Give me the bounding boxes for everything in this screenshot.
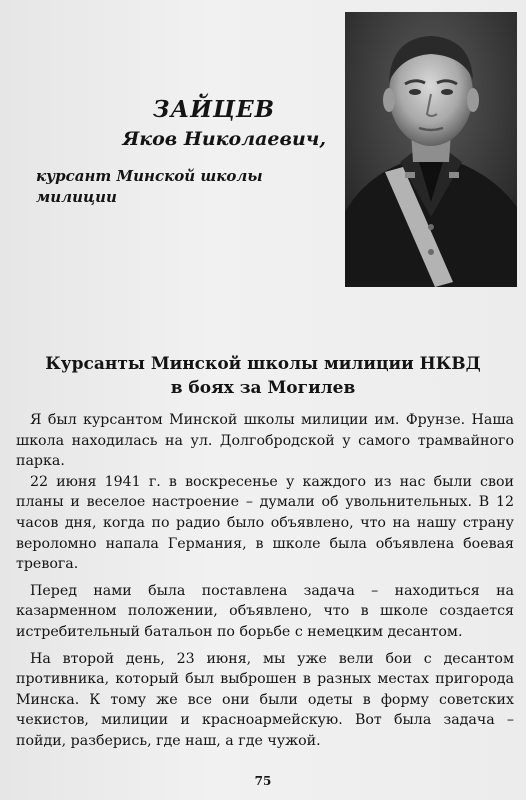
person-given-name: Яков Николаевич, xyxy=(122,128,326,150)
paragraph-2: 22 июня 1941 г. в воскресенье у каждого из нас были свои планы и веселое настроение – думали об увольнительных. В 12 часов дня, когда по радио было объявлено, что на нашу страну вероломно напала Германия, в школе была объявлена боевая тревога. xyxy=(16,473,514,573)
article-title-line-2: в боях за Могилев xyxy=(170,378,356,398)
person-surname: ЗАЙЦЕВ xyxy=(152,96,276,123)
paragraph-1: Я был курсантом Минской школы милиции им. Фрунзе. Наша школа находилась на ул. Долгобродской у самого трамвайного парка. xyxy=(16,412,514,470)
article-title-line-1: Курсанты Минской школы милиции НКВД xyxy=(45,354,481,374)
biography-header xyxy=(0,0,526,300)
portrait-photo-image xyxy=(345,12,517,287)
paragraph-4: На второй день, 23 июня, мы уже вели бои с десантом противника, который был выброшен в разных местах пригорода Минска. К тому же все они были одеты в форму советских чекистов, милиции и красноармейскую. Вот была задача – пойди, разберись, где наш, а где чужой. xyxy=(16,650,514,749)
article-body xyxy=(16,410,514,752)
page-number: 75 xyxy=(254,774,272,788)
paragraph-3: Перед нами была поставлена задача – находиться на казарменном положении, объявлено, что в школе создается истребительный батальон по борьбе с немецким десантом. xyxy=(16,582,514,640)
article-title xyxy=(20,352,506,400)
person-role: курсант Минской школы милиции xyxy=(36,167,263,206)
portrait-photo xyxy=(345,12,517,287)
